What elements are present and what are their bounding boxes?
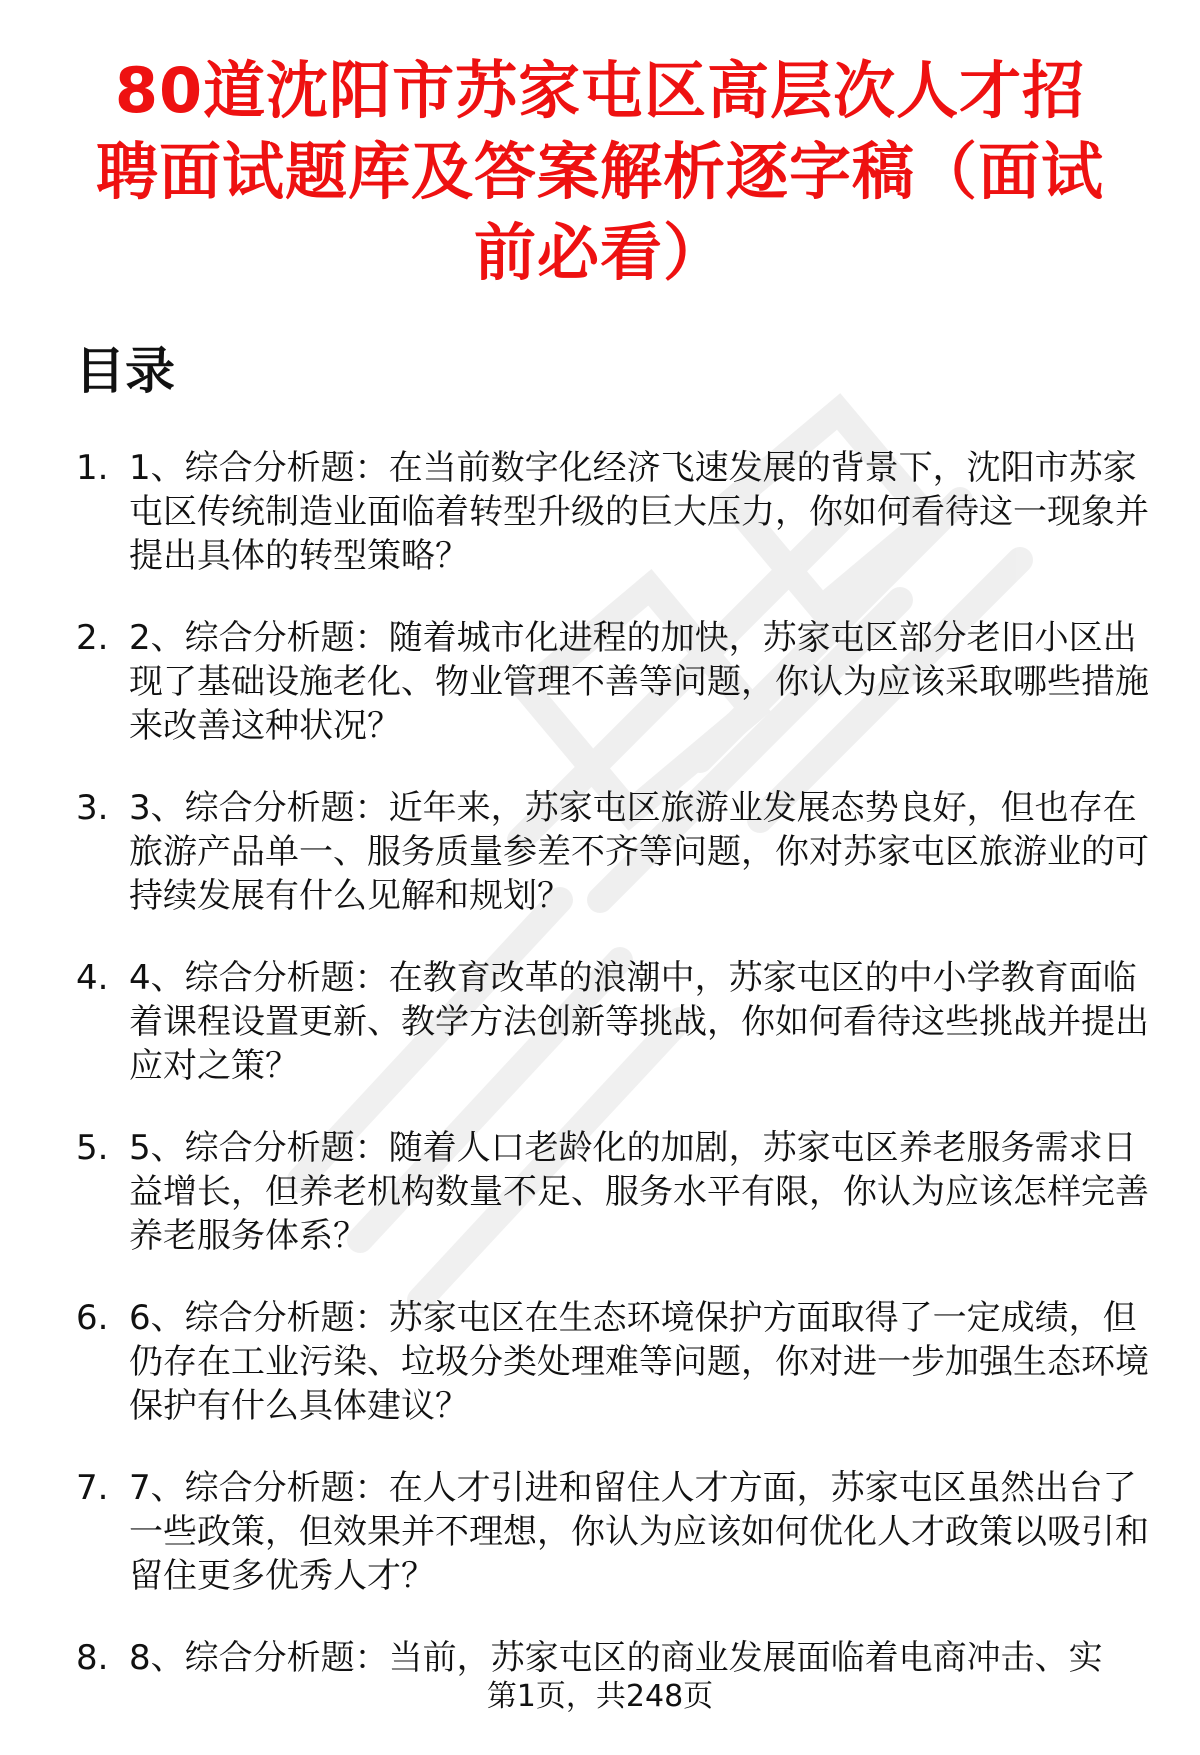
toc-item-number: 3. bbox=[76, 788, 109, 828]
table-of-contents bbox=[76, 446, 1161, 1718]
toc-item-text: 3、综合分析题：近年来，苏家屯区旅游业发展态势良好，但也存在旅游产品单一、服务质量参差不齐等问题，你对苏家屯区旅游业的可持续发展有什么见解和规划？ bbox=[129, 788, 1149, 916]
toc-item-text: 8、综合分析题：当前，苏家屯区的商业发展面临着电商冲击、实 bbox=[129, 1638, 1103, 1678]
toc-item[interactable] bbox=[76, 616, 1161, 748]
toc-item-text: 5、综合分析题：随着人口老龄化的加剧，苏家屯区养老服务需求日益增长，但养老机构数量不足、服务水平有限，你认为应该怎样完善养老服务体系？ bbox=[129, 1128, 1149, 1256]
toc-item-text: 1、综合分析题：在当前数字化经济飞速发展的背景下，沈阳市苏家屯区传统制造业面临着转型升级的巨大压力，你如何看待这一现象并提出具体的转型策略？ bbox=[129, 448, 1149, 576]
document-title: 80道沈阳市苏家屯区高层次人才招聘面试题库及答案解析逐字稿（面试前必看） bbox=[95, 54, 1104, 289]
toc-item[interactable] bbox=[76, 786, 1161, 918]
toc-item-text: 4、综合分析题：在教育改革的浪潮中，苏家屯区的中小学教育面临着课程设置更新、教学方法创新等挑战，你如何看待这些挑战并提出应对之策？ bbox=[129, 958, 1149, 1086]
toc-item[interactable] bbox=[76, 1466, 1161, 1598]
toc-item-number: 4. bbox=[76, 958, 109, 998]
toc-item-number: 7. bbox=[76, 1468, 109, 1508]
toc-item[interactable] bbox=[76, 1126, 1161, 1258]
toc-item-number: 2. bbox=[76, 618, 109, 658]
toc-heading: 目录 bbox=[75, 342, 175, 400]
toc-item[interactable] bbox=[76, 956, 1161, 1088]
toc-item-number: 8. bbox=[76, 1638, 109, 1678]
toc-item-text: 7、综合分析题：在人才引进和留住人才方面，苏家屯区虽然出台了一些政策，但效果并不理想，你认为应该如何优化人才政策以吸引和留住更多优秀人才？ bbox=[129, 1468, 1149, 1596]
toc-item[interactable] bbox=[76, 446, 1161, 578]
toc-item[interactable] bbox=[76, 1636, 1161, 1680]
toc-item[interactable] bbox=[76, 1296, 1161, 1428]
toc-item-text: 2、综合分析题：随着城市化进程的加快，苏家屯区部分老旧小区出现了基础设施老化、物业管理不善等问题，你认为应该采取哪些措施来改善这种状况？ bbox=[129, 618, 1149, 746]
page-footer: 第1页，共248页 bbox=[486, 1679, 714, 1714]
toc-item-number: 1. bbox=[76, 448, 109, 488]
toc-item-number: 6. bbox=[76, 1298, 109, 1338]
toc-item-text: 6、综合分析题：苏家屯区在生态环境保护方面取得了一定成绩，但仍存在工业污染、垃圾分类处理难等问题，你对进一步加强生态环境保护有什么具体建议？ bbox=[129, 1298, 1149, 1426]
toc-item-number: 5. bbox=[76, 1128, 109, 1168]
